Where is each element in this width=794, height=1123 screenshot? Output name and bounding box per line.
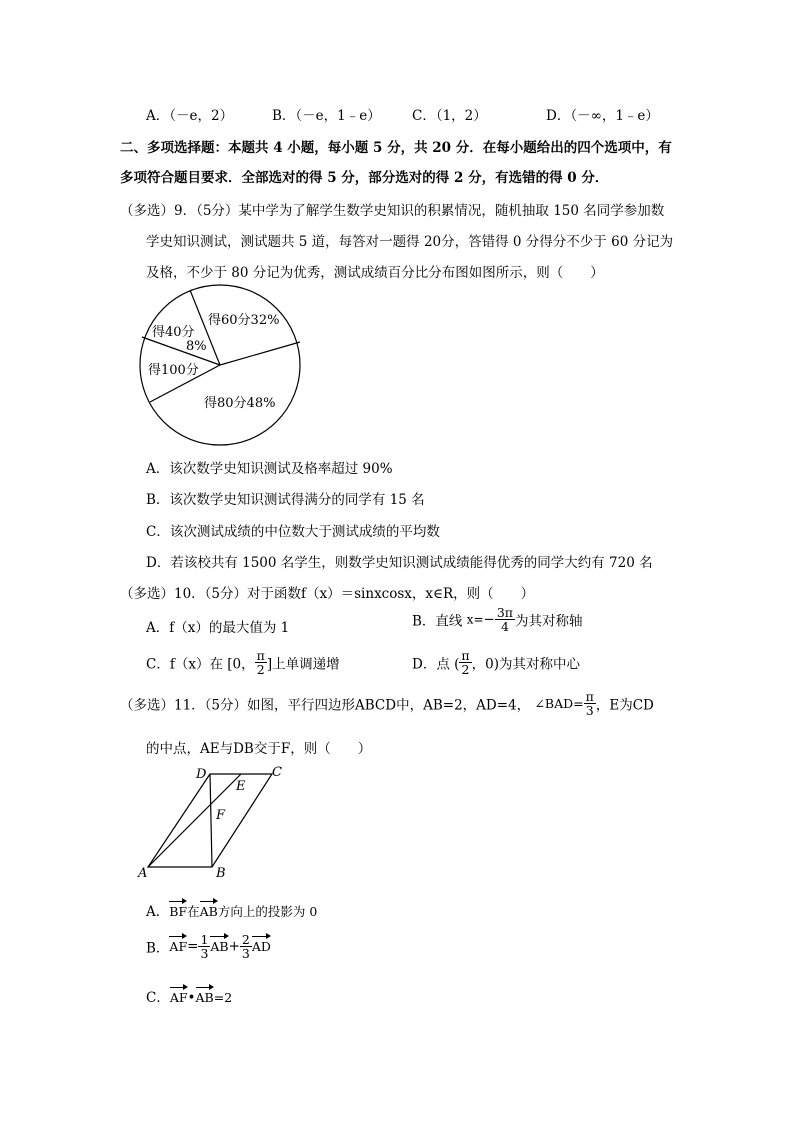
q8-option-d: D．（－∞，1﹣e） bbox=[546, 108, 659, 124]
q8-option-a: A．（－e，2） bbox=[146, 108, 234, 124]
q11-b-d2: 3 bbox=[241, 946, 250, 962]
q10-b-num: 3π bbox=[496, 605, 514, 620]
q10-d-den: 2 bbox=[461, 662, 470, 678]
q10-option-d bbox=[412, 649, 580, 676]
q10-d-fraction bbox=[459, 649, 471, 676]
q10-option-b bbox=[412, 606, 583, 633]
q10-b-prefix: B．直线 bbox=[412, 613, 463, 630]
q11-b-plus: + bbox=[228, 938, 240, 955]
slice-label-40-pct: 8% bbox=[186, 339, 207, 354]
q11-b-frac2 bbox=[240, 933, 252, 960]
q11-a-post: 方向上的投影为 0 bbox=[217, 904, 318, 919]
q11-b-prefix: B． bbox=[146, 940, 170, 957]
q10-d-post: ，0)为其对称中心 bbox=[471, 656, 580, 673]
q11-stem-pre: （多选）11．（5分）如图，平行四边形ABCD中，AB=2，AD=4， bbox=[120, 697, 531, 714]
q10-option-a: A．f（x）的最大值为 1 bbox=[146, 620, 290, 636]
q11-b-frac1 bbox=[198, 933, 210, 960]
pie-divider-right bbox=[220, 342, 300, 365]
vector-ab-3: AB bbox=[195, 990, 214, 1005]
q11-stem-post: ，E为CD bbox=[595, 697, 654, 714]
vertex-d-label: D bbox=[196, 767, 207, 782]
point-e-label: E bbox=[236, 779, 246, 794]
q9-option-b: B．该次数学史知识测试得满分的同学有 15 名 bbox=[146, 492, 425, 508]
q10-c-post: ]上单调递增 bbox=[266, 656, 340, 673]
q10-b-fraction bbox=[495, 606, 515, 633]
vertex-a-label: A bbox=[138, 866, 148, 881]
q10-c-num: π bbox=[256, 648, 265, 663]
q11-c-dot: • bbox=[187, 990, 196, 1006]
section2-line2: 多项符合题目要求．全部选对的得 5 分，部分选对的得 2 分，有选错的得 0 分． bbox=[120, 170, 609, 186]
q10-c-fraction bbox=[255, 649, 267, 676]
q11-c-post: =2 bbox=[213, 990, 233, 1005]
pie-chart bbox=[130, 280, 310, 450]
q11-angle: ∠BAD= bbox=[534, 696, 584, 712]
q10-b-minus: − bbox=[483, 611, 495, 628]
parallelogram-figure bbox=[132, 762, 292, 887]
q10-d-num: π bbox=[461, 648, 470, 663]
vector-af: AF bbox=[169, 939, 188, 955]
q11-stem-line2: 的中点，AE与DB交于F，则（ ） bbox=[146, 741, 372, 757]
q11-angle-den: 3 bbox=[585, 703, 594, 719]
vector-ab: AB bbox=[199, 904, 218, 919]
q10-b-post: 为其对称轴 bbox=[515, 613, 583, 630]
vector-bf: BF bbox=[169, 904, 188, 919]
q10-c-prefix: C．f（x）在 [0， bbox=[146, 656, 255, 673]
q9-option-d: D．若该校共有 1500 名学生，则数学史知识测试成绩能得优秀的同学大约有 720 名 bbox=[146, 555, 653, 571]
vector-af-2: AF bbox=[169, 990, 188, 1005]
q10-stem: （多选）10．（5分）对于函数f（x）＝sinxcosx，x∈R，则（ ） bbox=[120, 586, 535, 602]
diagonal-db bbox=[210, 774, 212, 867]
slice-label-40: 得40分 bbox=[152, 325, 195, 340]
segment-ae bbox=[148, 774, 241, 867]
q10-d-prefix: D．点 ( bbox=[412, 656, 460, 673]
section2-line1: 二、多项选择题：本题共 4 小题，每小题 5 分，共 20 分．在每小题给出的四个选项中，有 bbox=[120, 140, 672, 156]
slice-label-80: 得80分48% bbox=[204, 396, 276, 411]
vertex-c-label: C bbox=[272, 765, 282, 780]
q9-option-a: A．该次数学史知识测试及格率超过 90% bbox=[146, 461, 393, 477]
q9-stem-line1: （多选）9．（5分）某中学为了解学生数学史知识的积累情况，随机抽取 150 名同学参加数 bbox=[120, 203, 665, 219]
q9-stem-line3: 及格，不少于 80 分记为优秀，测试成绩百分比分布图如图所示，则（ ） bbox=[146, 265, 604, 281]
q11-option-c bbox=[146, 986, 232, 1006]
slice-label-100: 得100分 bbox=[148, 363, 199, 378]
vector-ad: AD bbox=[251, 939, 271, 955]
q8-option-b: B．（－e，1﹣e） bbox=[272, 108, 381, 124]
q9-stem-line2: 学史知识测试，测试题共 5 道，每答对一题得 20分，答错得 0 分得分不少于 60 分记为 bbox=[146, 234, 674, 250]
pie-divider-left-upper bbox=[142, 337, 220, 365]
q11-b-n2: 2 bbox=[241, 932, 250, 947]
q11-c-prefix: C． bbox=[146, 990, 170, 1006]
point-f-label: F bbox=[216, 808, 226, 823]
q10-b-x: x= bbox=[466, 612, 484, 627]
q11-option-b bbox=[146, 933, 271, 960]
q11-a-prefix: A． bbox=[146, 904, 170, 920]
q11-angle-num: π bbox=[585, 689, 594, 704]
q11-b-d1: 3 bbox=[200, 946, 209, 962]
vertex-b-label: B bbox=[216, 866, 226, 881]
q10-option-c bbox=[146, 649, 340, 676]
q11-b-eq: = bbox=[187, 938, 199, 955]
q11-angle-fraction bbox=[584, 690, 596, 717]
q10-c-den: 2 bbox=[256, 662, 265, 678]
q9-option-c: C．该次测试成绩的中位数大于测试成绩的平均数 bbox=[146, 524, 440, 540]
q10-b-den: 4 bbox=[500, 619, 509, 635]
slice-label-60: 得60分32% bbox=[208, 313, 280, 328]
q11-stem-line1 bbox=[120, 690, 654, 717]
q11-a-mid: 在 bbox=[187, 904, 200, 919]
vector-ab-2: AB bbox=[210, 939, 229, 955]
q11-b-n1: 1 bbox=[200, 932, 209, 947]
q11-option-a bbox=[146, 900, 317, 920]
q8-option-c: C．（1，2） bbox=[412, 108, 487, 124]
